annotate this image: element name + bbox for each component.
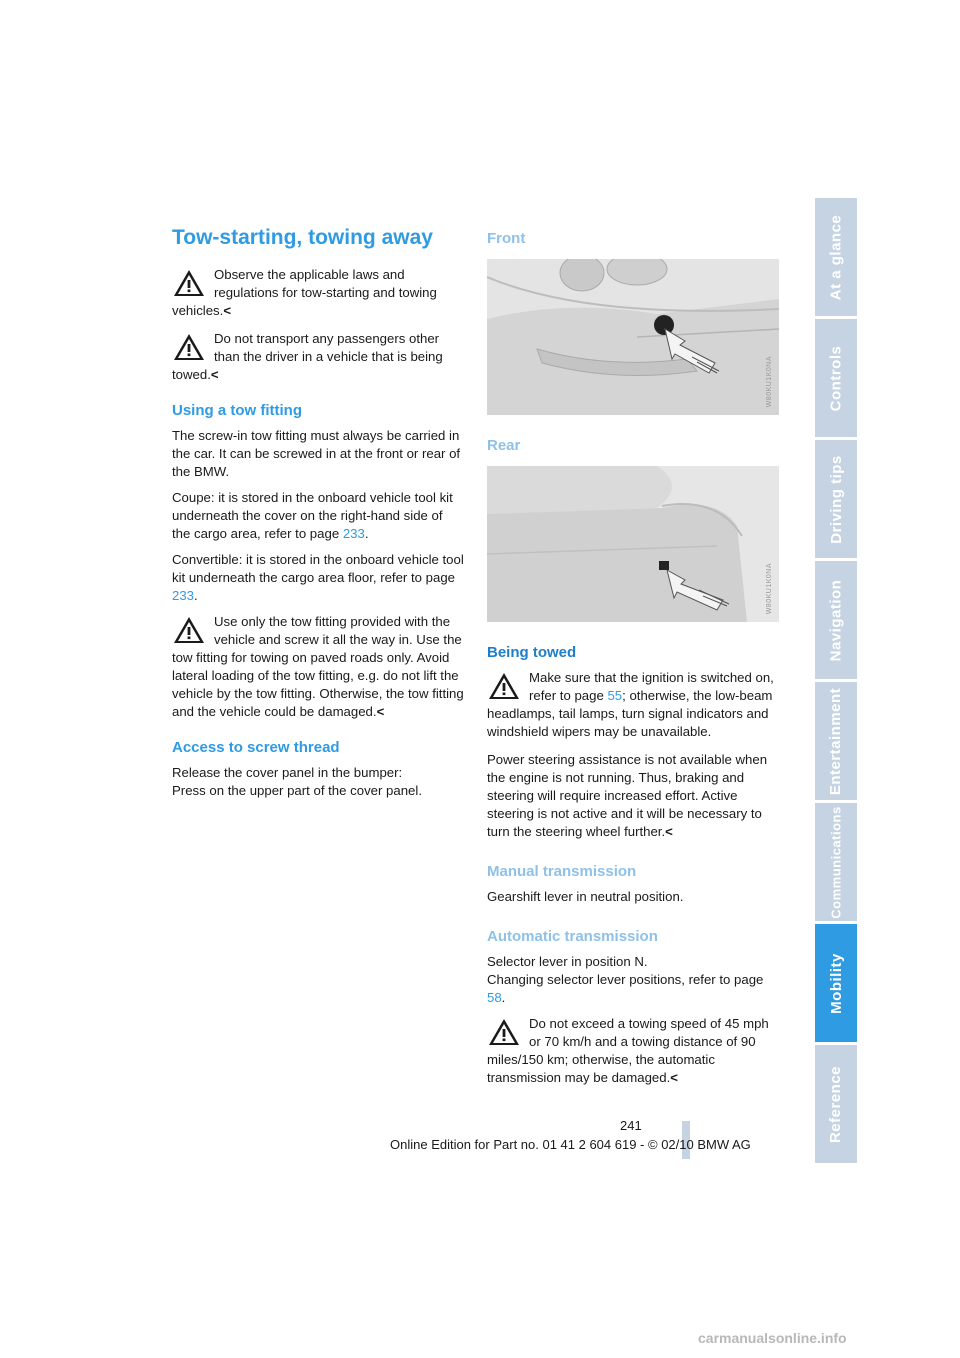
tab-label: Controls xyxy=(827,345,845,411)
tab-label: Reference xyxy=(827,1065,845,1143)
paragraph xyxy=(172,489,464,543)
paragraph: Press on the upper part of the cover panel. xyxy=(172,783,422,798)
watermark: carmanualsonline.info xyxy=(698,1330,847,1346)
warning-note xyxy=(487,1015,779,1087)
tab-navigation[interactable] xyxy=(815,561,857,679)
edition-note: Online Edition for Part no. 01 41 2 604 619 - © 02/10 BMW AG xyxy=(390,1137,751,1152)
page-title: Tow-starting, towing away xyxy=(172,226,433,249)
paragraph: Gearshift lever in neutral position. xyxy=(487,889,684,904)
warning-note xyxy=(172,330,464,384)
tab-entertainment[interactable] xyxy=(815,682,857,800)
tab-driving-tips[interactable] xyxy=(815,440,857,558)
end-mark: < xyxy=(210,367,219,382)
warning-note xyxy=(172,266,464,320)
end-mark: < xyxy=(670,1070,678,1085)
page-link[interactable]: 233 xyxy=(172,588,195,603)
warning-text: Do not transport any passengers other than the driver in a vehicle that is being towed. xyxy=(172,331,443,382)
right-column xyxy=(487,230,779,1097)
paragraph-text: Changing selector lever positions, refer to page xyxy=(487,972,764,987)
chapter-tabs xyxy=(815,198,857,1166)
end-mark: < xyxy=(223,303,232,318)
page-link[interactable]: 58 xyxy=(487,990,502,1005)
warning-triangle-icon xyxy=(172,268,206,298)
warning-text: Do not exceed a towing speed of 45 mph or 70 km/h and a towing distance of 90 miles/150 km; otherwise, the automatic transmission may be damaged. xyxy=(487,1016,769,1085)
rear-bumper-illustration xyxy=(487,466,779,622)
warning-text: ; otherwise, the low-beam headlamps, tail lamps, turn signal indicators and windshield wipers may be unavailable. xyxy=(487,688,773,739)
warning-triangle-icon xyxy=(487,671,521,701)
paragraph xyxy=(487,751,779,841)
tab-label: At a glance xyxy=(827,214,845,300)
tab-label: Communications xyxy=(828,805,844,919)
page-link[interactable]: 233 xyxy=(342,526,365,541)
paragraph: Release the cover panel in the bumper: xyxy=(172,765,403,780)
page-link[interactable]: 55 xyxy=(607,688,623,703)
paragraph-text: Coupe: it is stored in the onboard vehicle tool kit underneath the cover on the right-hand side of the cargo area, refer to page xyxy=(172,490,453,541)
paragraph xyxy=(172,551,464,605)
tab-label: Driving tips xyxy=(827,454,845,544)
warning-text: Use only the tow fitting provided with the vehicle and screw it all the way in. Use the tow fitting for towing on paved roads only. Avoid lateral loading of the tow fitting, e.g. do not lift the vehicle by the tow fitting. Otherwise, the tow fitting and the vehicle could be damaged. xyxy=(172,614,464,719)
tab-communications[interactable] xyxy=(815,803,857,921)
warning-triangle-icon xyxy=(172,332,206,362)
warning-text: Observe the applicable laws and regulations for tow-starting and towing vehicles. xyxy=(172,267,437,318)
section-heading-tow-fitting: Using a tow fitting xyxy=(172,402,302,419)
end-mark: < xyxy=(665,824,673,839)
warning-note xyxy=(487,669,779,741)
tab-mobility[interactable] xyxy=(815,924,857,1042)
figure-heading-rear: Rear xyxy=(487,437,521,454)
page-number: 241 xyxy=(620,1118,642,1133)
warning-note xyxy=(172,613,464,721)
paragraph xyxy=(487,971,779,1007)
tab-reference[interactable] xyxy=(815,1045,857,1163)
tab-label: Mobility xyxy=(827,952,845,1014)
subsection-heading-automatic: Automatic transmission xyxy=(487,928,658,945)
tab-controls[interactable] xyxy=(815,319,857,437)
paragraph-text: Convertible: it is stored in the onboard vehicle tool kit underneath the cargo area floor, refer to page xyxy=(172,552,464,585)
tab-label: Entertainment xyxy=(827,687,845,795)
figure-heading-front: Front xyxy=(487,230,526,247)
section-heading-being-towed: Being towed xyxy=(487,644,577,661)
period: . xyxy=(194,588,198,603)
rear-bumper-image xyxy=(487,466,779,622)
period: . xyxy=(501,990,506,1005)
warning-text: Make sure that the ignition is switched on, refer to page xyxy=(529,670,774,703)
front-bumper-image xyxy=(487,259,779,415)
paragraph: The screw-in tow fitting must always be carried in the car. It can be screwed in at the front or rear of the BMW. xyxy=(172,428,461,479)
paragraph: Selector lever in position N. xyxy=(487,954,648,969)
subsection-heading-manual: Manual transmission xyxy=(487,863,637,880)
section-heading-access: Access to screw thread xyxy=(172,739,340,756)
period: . xyxy=(364,526,369,541)
warning-triangle-icon xyxy=(172,615,206,645)
figure-code: W80KU1K0NA xyxy=(766,355,773,407)
tab-label: Navigation xyxy=(827,579,845,661)
end-mark: < xyxy=(376,704,385,719)
front-bumper-illustration xyxy=(487,259,779,415)
tab-at-a-glance[interactable] xyxy=(815,198,857,316)
paragraph-text: Power steering assistance is not available when the engine is not running. Thus, braking and steering will require increased effort. Active steering is not active and it will be necessary to turn the steering wheel further. xyxy=(487,752,768,839)
figure-code: W80KU1K0NA xyxy=(766,562,773,614)
left-column xyxy=(172,226,464,808)
warning-triangle-icon xyxy=(487,1017,521,1047)
